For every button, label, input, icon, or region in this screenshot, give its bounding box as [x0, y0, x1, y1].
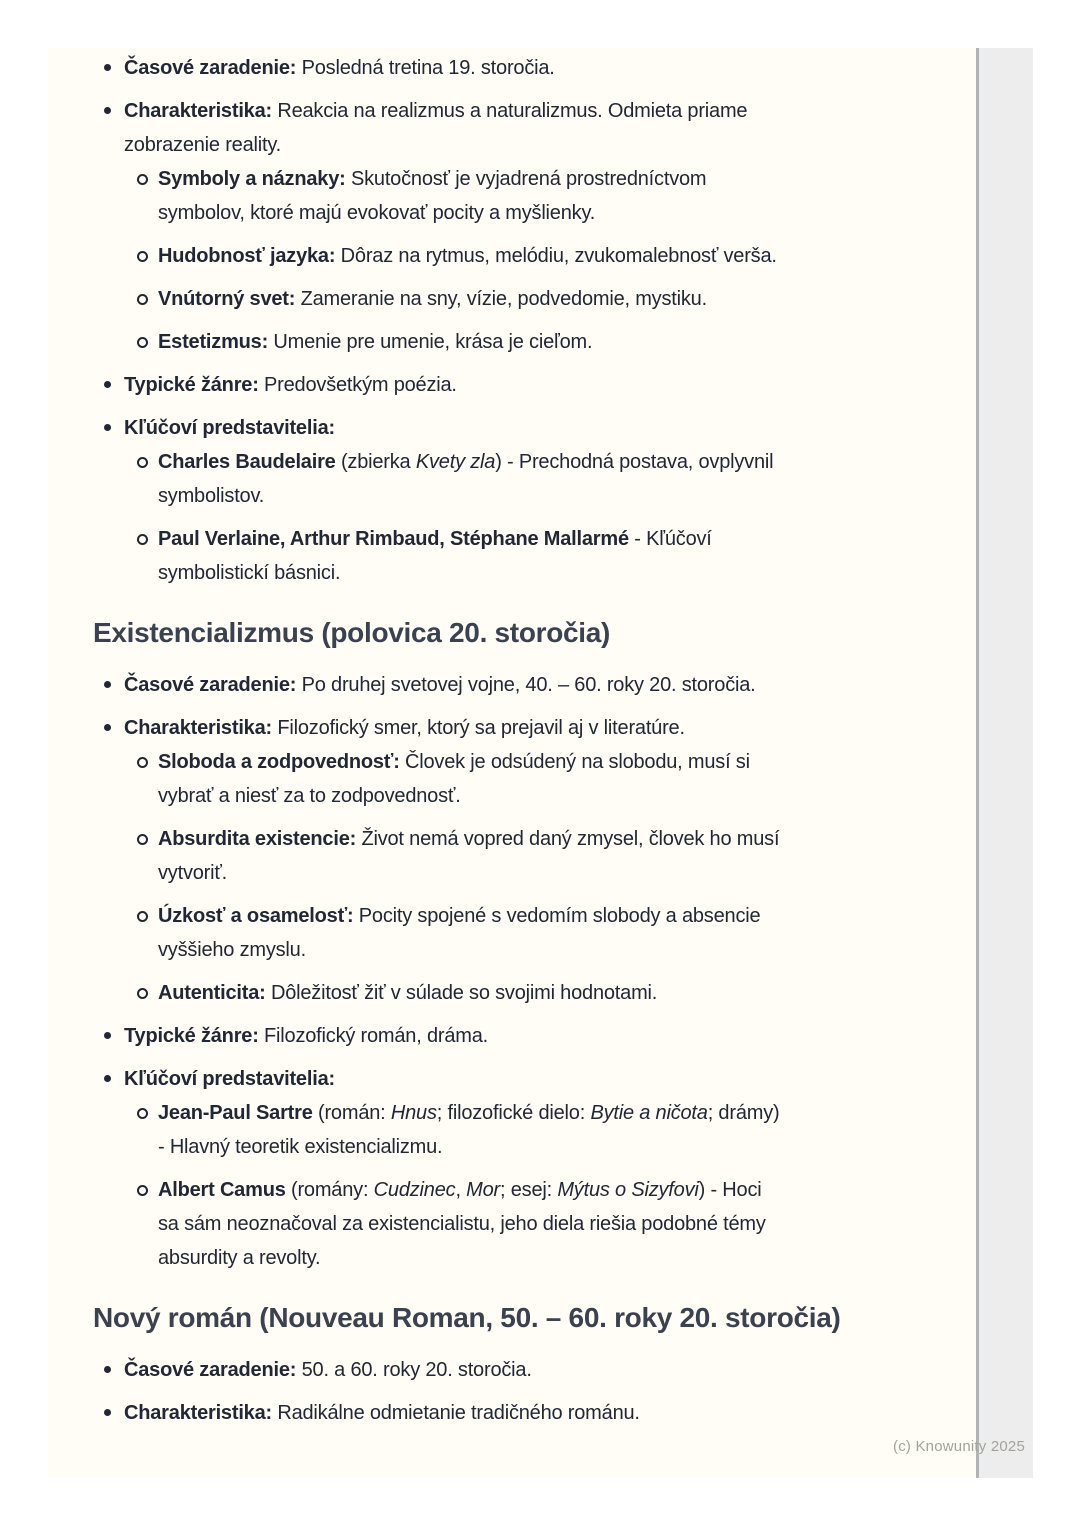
bullet-disc-icon	[104, 411, 124, 445]
item-line	[124, 128, 976, 162]
sub-list	[48, 445, 976, 590]
text-segment: Život nemá vopred daný zmysel, človek ho musí	[356, 828, 780, 850]
item-line	[158, 1241, 976, 1275]
item-line	[124, 1019, 976, 1053]
text-segment: Reakcia na realizmus a naturalizmus. Odmieta priame	[271, 100, 748, 122]
item-lines	[124, 368, 976, 402]
text-segment: symbolov, ktoré majú evokovať pocity a myšlienky.	[158, 202, 596, 224]
scrollbar-track[interactable]	[976, 48, 1033, 1478]
list-item	[48, 1396, 976, 1430]
text-segment: Úzkosť a osamelosť:	[158, 905, 354, 927]
item-line	[124, 668, 976, 702]
text-segment: (romány:	[285, 1179, 374, 1201]
item-lines	[124, 1353, 976, 1387]
watermark: (c) Knowunity 2025	[893, 1438, 1026, 1455]
item-line	[124, 94, 976, 128]
item-line	[158, 325, 976, 359]
bullet-disc-icon	[104, 1062, 124, 1096]
bullet-circle-icon	[137, 745, 158, 779]
item-line	[158, 1173, 976, 1207]
bullet-circle-icon	[137, 325, 158, 359]
item-lines	[158, 976, 976, 1010]
text-segment: Časové zaradenie:	[124, 57, 297, 79]
list-item	[48, 822, 976, 890]
text-segment: Mýtus o Sizyfovi	[557, 1179, 699, 1201]
bullet-circle-icon	[137, 522, 158, 556]
text-segment: Kľúčoví predstavitelia:	[124, 1068, 335, 1090]
item-lines	[158, 1173, 976, 1275]
text-segment: Paul Verlaine, Arthur Rimbaud, Stéphane Mallarmé	[158, 528, 629, 550]
text-segment: Autenticita:	[158, 982, 266, 1004]
bullet-circle-icon	[137, 445, 158, 479]
bullet-circle-icon	[137, 976, 158, 1010]
bullet-disc-icon	[104, 668, 124, 702]
text-segment: Zameranie na sny, vízie, podvedomie, mystiku.	[295, 288, 707, 310]
item-line	[158, 1207, 976, 1241]
bullet-disc-icon	[104, 1019, 124, 1053]
item-line	[158, 282, 976, 316]
text-segment: zobrazenie reality.	[124, 134, 282, 156]
text-segment: Skutočnosť je vyjadrená prostredníctvom	[345, 168, 707, 190]
item-line	[158, 196, 976, 230]
text-segment: sa sám neoznačoval za existencialistu, jeho diela riešia podobné témy	[158, 1213, 766, 1235]
item-line	[158, 556, 976, 590]
item-line	[124, 1062, 976, 1096]
list-item	[48, 325, 976, 359]
list-item	[48, 51, 976, 85]
item-line	[158, 822, 976, 856]
text-segment: Mor	[466, 1179, 501, 1201]
item-line	[158, 1130, 976, 1164]
sub-list	[48, 1096, 976, 1275]
item-lines	[158, 282, 976, 316]
text-segment: Albert Camus	[158, 1179, 286, 1201]
section-heading: Nový román (Nouveau Roman, 50. – 60. roky 20. storočia)	[93, 1302, 841, 1333]
text-segment: Cudzinec	[373, 1179, 456, 1201]
item-line	[158, 976, 976, 1010]
item-line	[158, 445, 976, 479]
text-segment: Hnus	[390, 1102, 437, 1124]
item-line	[124, 368, 976, 402]
item-lines	[124, 51, 976, 85]
text-segment: Pocity spojené s vedomím slobody a absencie	[353, 905, 761, 927]
bullet-circle-icon	[137, 162, 158, 196]
sub-list	[48, 162, 976, 359]
text-segment: - Hlavný teoretik existencializmu.	[158, 1136, 443, 1158]
bullet-circle-icon	[137, 282, 158, 316]
item-line	[158, 479, 976, 513]
list-item	[48, 522, 976, 590]
bullet-disc-icon	[104, 711, 124, 745]
text-segment: Posledná tretina 19. storočia.	[296, 57, 555, 79]
list-item	[48, 1173, 976, 1275]
text-segment: ; esej:	[500, 1179, 558, 1201]
item-line	[158, 522, 976, 556]
document-page	[48, 48, 976, 1478]
list-item	[48, 1353, 976, 1387]
text-segment: Charakteristika:	[124, 1402, 272, 1424]
bullet-disc-icon	[104, 1396, 124, 1430]
item-line	[158, 899, 976, 933]
item-line	[158, 779, 976, 813]
list-item	[48, 162, 976, 230]
item-line	[124, 51, 976, 85]
item-lines	[158, 822, 976, 890]
list-item	[48, 1019, 976, 1053]
item-line	[158, 933, 976, 967]
text-segment: Jean-Paul Sartre	[158, 1102, 313, 1124]
text-segment: Umenie pre umenie, krása je cieľom.	[268, 331, 593, 353]
bullet-disc-icon	[104, 51, 124, 85]
list-item	[48, 94, 976, 162]
text-segment: ,	[455, 1179, 467, 1201]
text-segment: Časové zaradenie:	[124, 1359, 297, 1381]
list-item	[48, 711, 976, 745]
text-segment: ) - Hoci	[698, 1179, 762, 1201]
text-segment: vyššieho zmyslu.	[158, 939, 306, 961]
text-segment: Charakteristika:	[124, 717, 272, 739]
text-segment: Po druhej svetovej vojne, 40. – 60. roky 20. storočia.	[296, 674, 756, 696]
text-segment: ; filozofické dielo:	[436, 1102, 591, 1124]
item-lines	[124, 411, 976, 445]
text-segment: (román:	[312, 1102, 391, 1124]
text-segment: symbolistickí básnici.	[158, 562, 341, 584]
text-segment: Estetizmus:	[158, 331, 269, 353]
bullet-disc-icon	[104, 1353, 124, 1387]
item-lines	[158, 162, 976, 230]
list-item	[48, 1062, 976, 1096]
item-line	[158, 1096, 976, 1130]
document-content	[48, 51, 976, 1430]
text-segment: Absurdita existencie:	[158, 828, 357, 850]
item-lines	[124, 1396, 976, 1430]
item-lines	[124, 94, 976, 162]
bullet-disc-icon	[104, 368, 124, 402]
item-line	[124, 1353, 976, 1387]
text-segment: Bytie a ničota	[590, 1102, 708, 1124]
item-line	[124, 711, 976, 745]
list-item	[48, 282, 976, 316]
item-line	[158, 745, 976, 779]
text-segment: Vnútorný svet:	[158, 288, 296, 310]
item-lines	[124, 668, 976, 702]
bullet-circle-icon	[137, 822, 158, 856]
item-lines	[158, 899, 976, 967]
item-lines	[158, 745, 976, 813]
text-segment: 50. a 60. roky 20. storočia.	[296, 1359, 532, 1381]
list-item	[48, 745, 976, 813]
item-line	[124, 411, 976, 445]
list-item	[48, 668, 976, 702]
text-segment: (zbierka	[335, 451, 416, 473]
text-segment: Radikálne odmietanie tradičného románu.	[271, 1402, 640, 1424]
sub-list	[48, 745, 976, 1010]
bullet-circle-icon	[137, 239, 158, 273]
list-item	[48, 239, 976, 273]
text-segment: Sloboda a zodpovednosť:	[158, 751, 400, 773]
text-segment: Filozofický román, dráma.	[258, 1025, 488, 1047]
text-segment: Dôraz na rytmus, melódiu, zvukomalebnosť verša.	[335, 245, 777, 267]
bullet-disc-icon	[104, 94, 124, 128]
bullet-circle-icon	[137, 899, 158, 933]
text-segment: Časové zaradenie:	[124, 674, 297, 696]
list-item	[48, 1096, 976, 1164]
list-item	[48, 445, 976, 513]
text-segment: Človek je odsúdený na slobodu, musí si	[399, 751, 750, 773]
list-item	[48, 411, 976, 445]
bullet-circle-icon	[137, 1096, 158, 1130]
text-segment: Charakteristika:	[124, 100, 272, 122]
text-segment: Dôležitosť žiť v súlade so svojimi hodnotami.	[265, 982, 658, 1004]
text-segment: Typické žánre:	[124, 374, 259, 396]
bullet-circle-icon	[137, 1173, 158, 1207]
text-segment: vytvoriť.	[158, 862, 228, 884]
item-line	[158, 239, 976, 273]
text-segment: ) - Prechodná postava, ovplyvnil	[495, 451, 774, 473]
item-lines	[158, 239, 976, 273]
item-line	[124, 1396, 976, 1430]
list-item	[48, 976, 976, 1010]
item-line	[158, 162, 976, 196]
item-lines	[158, 445, 976, 513]
item-line	[158, 856, 976, 890]
item-lines	[124, 1062, 976, 1096]
item-lines	[158, 522, 976, 590]
text-segment: Hudobnosť jazyka:	[158, 245, 336, 267]
item-lines	[124, 711, 976, 745]
text-segment: Symboly a náznaky:	[158, 168, 346, 190]
text-segment: Charles Baudelaire	[158, 451, 336, 473]
list-item	[48, 899, 976, 967]
item-lines	[158, 325, 976, 359]
text-segment: ; drámy)	[707, 1102, 780, 1124]
section-heading: Existencializmus (polovica 20. storočia)	[93, 617, 611, 648]
text-segment: - Kľúčoví	[628, 528, 712, 550]
text-segment: Typické žánre:	[124, 1025, 259, 1047]
text-segment: absurdity a revolty.	[158, 1247, 321, 1269]
text-segment: Kvety zla	[415, 451, 496, 473]
text-segment: vybrať a niesť za to zodpovednosť.	[158, 785, 461, 807]
item-lines	[158, 1096, 976, 1164]
text-segment: Kľúčoví predstavitelia:	[124, 417, 335, 439]
text-segment: Predovšetkým poézia.	[258, 374, 457, 396]
text-segment: Filozofický smer, ktorý sa prejavil aj v literatúre.	[271, 717, 685, 739]
item-lines	[124, 1019, 976, 1053]
text-segment: symbolistov.	[158, 485, 265, 507]
list-item	[48, 368, 976, 402]
